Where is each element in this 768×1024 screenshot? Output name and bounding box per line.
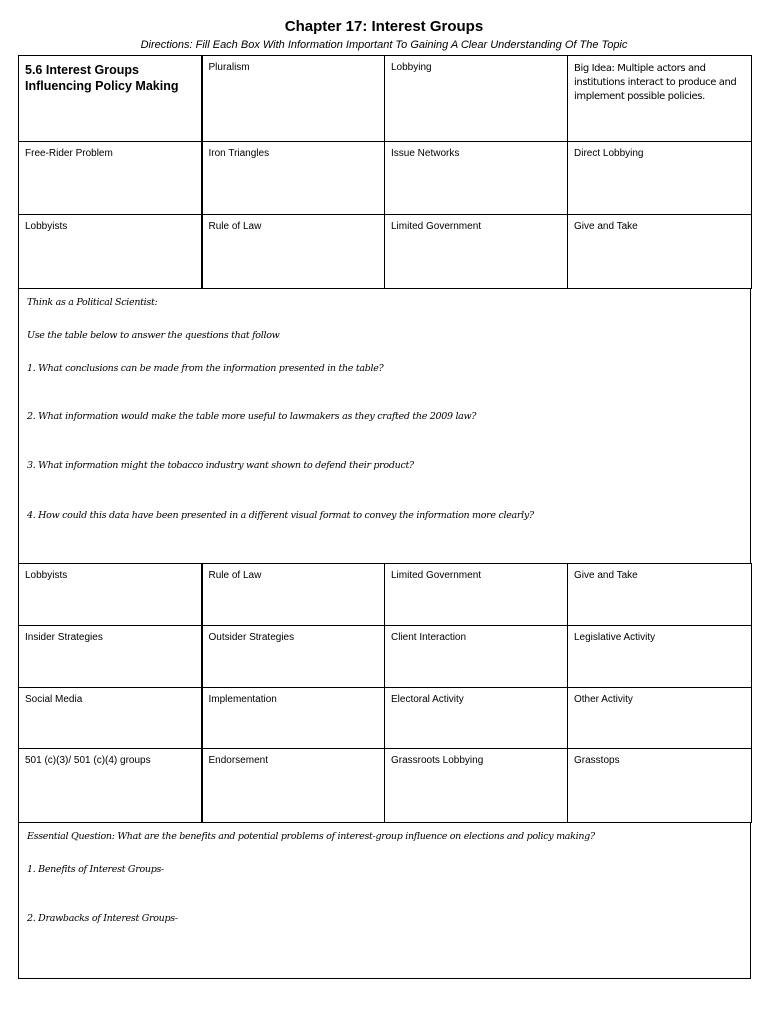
cell-client-interaction[interactable]: Client Interaction bbox=[385, 626, 568, 688]
drawbacks-item: 2. Drawbacks of Interest Groups- bbox=[27, 913, 178, 924]
section-heading: 5.6 Interest Groups Influencing Policy Making bbox=[19, 56, 202, 142]
cell-limited-government-2[interactable]: Limited Government bbox=[385, 564, 568, 626]
vocab-table-top bbox=[18, 55, 752, 289]
benefits-item: 1. Benefits of Interest Groups- bbox=[27, 864, 164, 875]
cell-implementation[interactable]: Implementation bbox=[202, 688, 385, 749]
essential-question: Essential Question: What are the benefits and potential problems of interest-group influence on elections and policy making? bbox=[27, 831, 595, 842]
cell-direct-lobbying[interactable]: Direct Lobbying bbox=[568, 142, 752, 215]
cell-lobbyists[interactable]: Lobbyists bbox=[19, 215, 202, 289]
cell-other-activity[interactable]: Other Activity bbox=[568, 688, 752, 749]
cell-social-media[interactable]: Social Media bbox=[19, 688, 202, 749]
vocab-table-bottom bbox=[18, 563, 752, 823]
cell-electoral-activity[interactable]: Electoral Activity bbox=[385, 688, 568, 749]
cell-issue-networks[interactable]: Issue Networks bbox=[385, 142, 568, 215]
cell-grasstops[interactable]: Grasstops bbox=[568, 749, 752, 823]
cell-legislative-activity[interactable]: Legislative Activity bbox=[568, 626, 752, 688]
cell-rule-of-law[interactable]: Rule of Law bbox=[202, 215, 385, 289]
cell-limited-government[interactable]: Limited Government bbox=[385, 215, 568, 289]
essential-question-box[interactable] bbox=[18, 822, 751, 979]
cell-rule-of-law-2[interactable]: Rule of Law bbox=[202, 564, 385, 626]
cell-grassroots-lobbying[interactable]: Grassroots Lobbying bbox=[385, 749, 568, 823]
cell-give-and-take-2[interactable]: Give and Take bbox=[568, 564, 752, 626]
cell-lobbyists-2[interactable]: Lobbyists bbox=[19, 564, 202, 626]
ps-heading: Think as a Political Scientist: bbox=[27, 297, 158, 308]
cell-501c-groups[interactable]: 501 (c)(3)/ 501 (c)(4) groups bbox=[19, 749, 202, 823]
question-3: 3. What information might the tobacco industry want shown to defend their product? bbox=[27, 460, 414, 471]
question-1: 1. What conclusions can be made from the information presented in the table? bbox=[27, 363, 384, 374]
big-idea: Big Idea: Multiple actors and institutions interact to produce and implement possible policies. bbox=[568, 56, 752, 142]
cell-iron-triangles[interactable]: Iron Triangles bbox=[202, 142, 385, 215]
question-2: 2. What information would make the table more useful to lawmakers as they crafted the 2009 law? bbox=[27, 411, 477, 422]
cell-outsider-strategies[interactable]: Outsider Strategies bbox=[202, 626, 385, 688]
cell-give-and-take[interactable]: Give and Take bbox=[568, 215, 752, 289]
cell-lobbying[interactable]: Lobbying bbox=[385, 56, 568, 142]
question-4: 4. How could this data have been presented in a different visual format to convey the information more clearly? bbox=[27, 510, 534, 521]
political-scientist-box[interactable] bbox=[18, 288, 751, 564]
ps-instruction: Use the table below to answer the questions that follow bbox=[27, 330, 280, 341]
directions: Directions: Fill Each Box With Information Important To Gaining A Clear Understanding Of The Topic bbox=[140, 39, 628, 51]
page-title: Chapter 17: Interest Groups bbox=[284, 18, 484, 35]
cell-insider-strategies[interactable]: Insider Strategies bbox=[19, 626, 202, 688]
cell-pluralism[interactable]: Pluralism bbox=[202, 56, 385, 142]
cell-free-rider-problem[interactable]: Free-Rider Problem bbox=[19, 142, 202, 215]
cell-endorsement[interactable]: Endorsement bbox=[202, 749, 385, 823]
